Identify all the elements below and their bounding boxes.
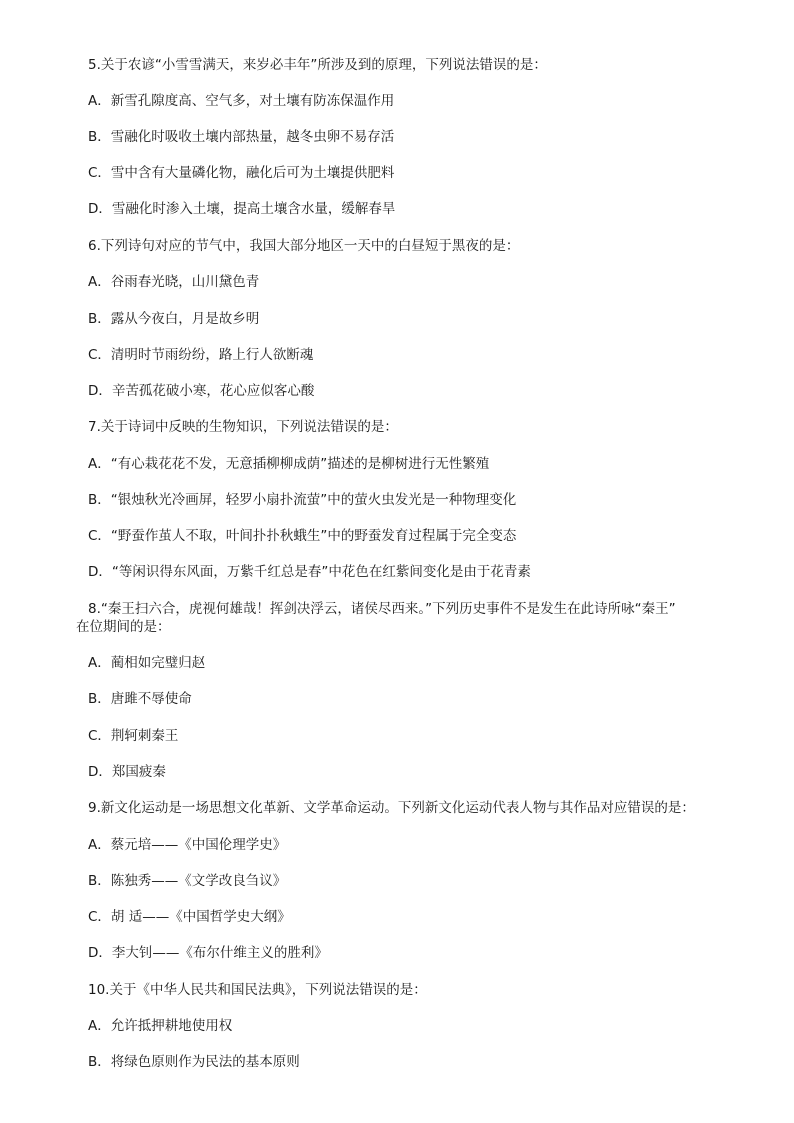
question-6-option-d: D．辛苦孤花破小寒，花心应似客心酸 (88, 383, 315, 399)
question-7-option-a: A．“有心栽花花不发，无意插柳柳成荫”描述的是柳树进行无性繁殖 (88, 456, 490, 472)
question-5-option-a: A．新雪孔隙度高、空气多，对土壤有防冻保温作用 (88, 93, 395, 109)
question-10-option-b: B．将绿色原则作为民法的基本原则 (88, 1054, 300, 1070)
question-6-stem: 6.下列诗句对应的节气中，我国大部分地区一天中的白昼短于黑夜的是： (88, 238, 520, 254)
question-9-option-c: C．胡 适——《中国哲学史大纲》 (88, 909, 291, 925)
question-7-option-c: C．“野蚕作茧人不取，叶间扑扑秋蛾生”中的野蚕发育过程属于完全变态 (88, 528, 517, 544)
question-8-option-a: A．蔺相如完璧归赵 (88, 655, 206, 671)
question-7-stem: 7.关于诗词中反映的生物知识，下列说法错误的是： (88, 419, 398, 435)
question-6-option-a: A．谷雨春光晓，山川黛色青 (88, 274, 260, 290)
question-8-option-c: C．荆轲刺秦王 (88, 728, 179, 744)
question-8-option-d: D．郑国疲秦 (88, 764, 166, 780)
question-5-option-d: D．雪融化时渗入土壤，提高土壤含水量，缓解春旱 (88, 201, 396, 217)
question-9-option-b: B．陈独秀——《文学改良刍议》 (88, 873, 287, 889)
question-8-stem-line1: 8.“秦王扫六合，虎视何雄哉！挥剑决浮云，诸侯尽西来。”下列历史事件不是发生在此诗所咏“秦王” (88, 601, 676, 617)
question-5-stem: 5.关于农谚“小雪雪满天，来岁必丰年”所涉及到的原理，下列说法错误的是： (88, 57, 547, 73)
question-9-stem: 9.新文化运动是一场思想文化革新、文学革命运动。下列新文化运动代表人物与其作品对应错误的是： (88, 800, 695, 816)
question-6-option-b: B．露从今夜白，月是故乡明 (88, 311, 260, 327)
question-6-option-c: C．清明时节雨纷纷，路上行人欲断魂 (88, 347, 314, 363)
question-9-option-a: A．蔡元培——《中国伦理学史》 (88, 837, 287, 853)
question-8-option-b: B．唐雎不辱使命 (88, 691, 192, 707)
question-8-stem-line2: 在位期间的是： (76, 619, 171, 635)
question-10-option-a: A．允许抵押耕地使用权 (88, 1018, 233, 1034)
question-7-option-d: D．“等闲识得东风面，万紫千红总是春”中花色在红紫间变化是由于花青素 (88, 564, 531, 580)
question-9-option-d: D．李大钊——《布尔什维主义的胜利》 (88, 945, 328, 961)
question-5-option-c: C．雪中含有大量磷化物，融化后可为土壤提供肥料 (88, 165, 395, 181)
question-5-option-b: B．雪融化时吸收土壤内部热量，越冬虫卵不易存活 (88, 129, 395, 145)
question-10-stem: 10.关于《中华人民共和国民法典》，下列说法错误的是： (88, 982, 427, 998)
question-7-option-b: B．“银烛秋光冷画屏，轻罗小扇扑流萤”中的萤火虫发光是一种物理变化 (88, 492, 517, 508)
